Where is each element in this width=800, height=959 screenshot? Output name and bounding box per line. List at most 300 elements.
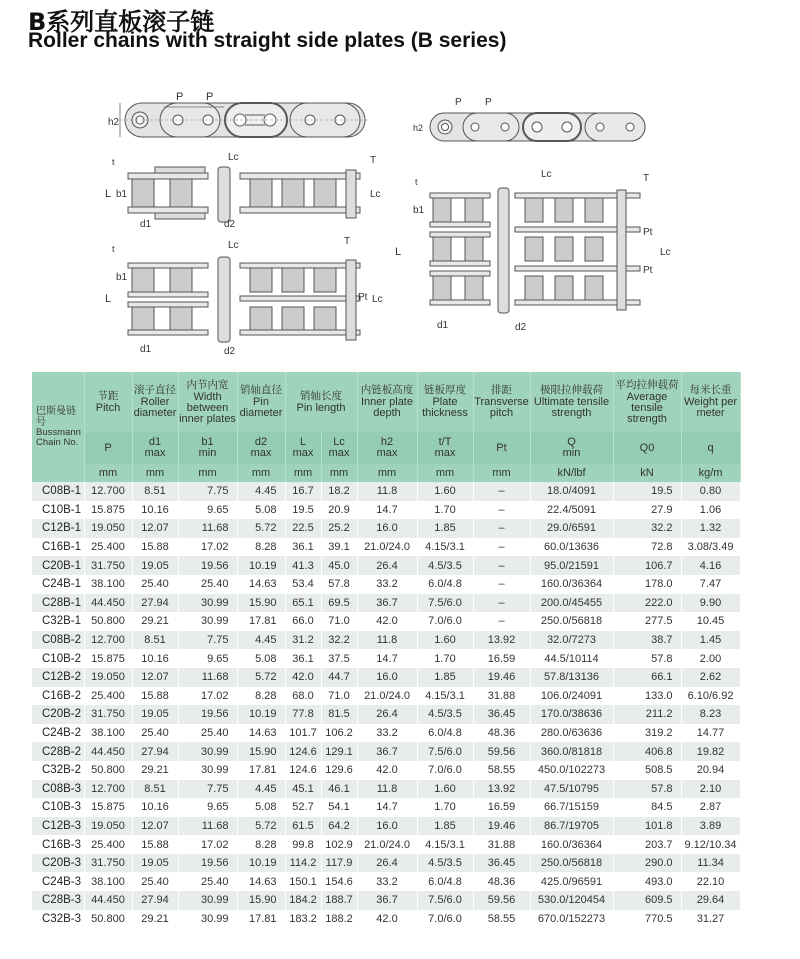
table-cell: 26.4 [357,854,417,873]
table-cell: 84.5 [613,798,681,817]
chain-no-cell: C32B-2 [32,761,84,780]
table-cell: 31.750 [84,854,132,873]
d2-label-3: d2 [515,322,527,333]
table-cell: 11.68 [178,519,237,538]
chain-no-cell: C08B-3 [32,780,84,799]
table-cell: 30.99 [178,612,237,631]
table-cell: 4.16 [681,556,740,575]
table-cell: 15.90 [237,891,285,910]
table-cell: 31.27 [681,910,740,929]
table-cell: 1.85 [417,519,473,538]
table-cell: 17.81 [237,612,285,631]
table-cell: 50.800 [84,761,132,780]
table-cell: 20.9 [321,501,357,520]
table-row [32,724,740,743]
table-cell: 19.05 [132,705,178,724]
table-cell: 19.56 [178,556,237,575]
table-row [32,668,740,687]
L-label: L [105,188,112,200]
table-row [32,798,740,817]
table-cell: 38.100 [84,724,132,743]
chain-no-cell: C20B-2 [32,705,84,724]
table-row [32,612,740,631]
table-cell: 7.5/6.0 [417,742,473,761]
table-cell: 280.0/63636 [530,724,613,743]
table-cell: – [473,612,530,631]
table-row [32,687,740,706]
table-cell: 17.02 [178,687,237,706]
table-cell: 450.0/102273 [530,761,613,780]
table-cell: 58.55 [473,910,530,929]
table-cell: 4.45 [237,780,285,799]
pt-label-3a: Pt [643,227,653,238]
table-cell: 6.10/6.92 [681,687,740,706]
table-cell: 57.8 [613,780,681,799]
table-cell: 129.1 [321,742,357,761]
table-cell: 12.700 [84,482,132,501]
chain-no-cell: C10B-1 [32,501,84,520]
table-row [32,761,740,780]
table-row [32,742,740,761]
table-cell: 25.400 [84,687,132,706]
table-cell: 183.2 [285,910,321,929]
table-cell: 12.700 [84,780,132,799]
table-cell: 36.7 [357,594,417,613]
table-cell: 15.875 [84,649,132,668]
table-cell: 1.70 [417,501,473,520]
table-cell: 22.10 [681,872,740,891]
table-cell: 44.5/10114 [530,649,613,668]
table-cell: 11.34 [681,854,740,873]
table-cell: 48.36 [473,724,530,743]
T-label-2: T [344,236,351,247]
table-cell: 15.88 [132,687,178,706]
table-cell: 33.2 [357,575,417,594]
table-cell: 65.1 [285,594,321,613]
table-cell: 1.85 [417,817,473,836]
table-cell: 72.8 [613,538,681,557]
table-row [32,501,740,520]
table-cell: 45.0 [321,556,357,575]
table-cell: 19.050 [84,519,132,538]
table-cell: 42.0 [285,668,321,687]
t-label-3: t [415,177,418,187]
table-cell: 36.1 [285,649,321,668]
table-cell: 25.40 [132,724,178,743]
table-cell: 31.2 [285,631,321,650]
table-cell: 12.07 [132,817,178,836]
table-cell: 16.59 [473,798,530,817]
table-cell: 30.99 [178,594,237,613]
table-cell: 32.0/7273 [530,631,613,650]
table-cell: 36.45 [473,854,530,873]
table-cell: 16.59 [473,649,530,668]
table-cell: 27.94 [132,594,178,613]
table-cell: 0.80 [681,482,740,501]
col-symbol: Pt [473,432,530,464]
table-cell: 16.7 [285,482,321,501]
table-cell: 200.0/45455 [530,594,613,613]
chain-no-cell: C28B-2 [32,742,84,761]
table-cell: 58.55 [473,761,530,780]
table-row [32,631,740,650]
table-cell: 12.700 [84,631,132,650]
spec-table-body [32,482,740,928]
page-title-en: Roller chains with straight side plates (B series) [28,29,507,52]
table-cell: 6.0/4.8 [417,872,473,891]
table-cell: 33.2 [357,724,417,743]
table-cell: 319.2 [613,724,681,743]
table-cell: 9.65 [178,501,237,520]
table-cell: 10.16 [132,649,178,668]
table-cell: – [473,519,530,538]
col-symbol: d1 max [132,432,178,464]
table-row [32,594,740,613]
table-cell: 8.28 [237,538,285,557]
table-row [32,705,740,724]
col-symbol: P [84,432,132,464]
b1-label-2: b1 [116,272,128,283]
table-cell: 25.40 [132,575,178,594]
lc-label-top-3: Lc [541,169,552,180]
table-cell: 160.0/36364 [530,835,613,854]
table-cell: 30.99 [178,891,237,910]
table-cell: 4.15/3.1 [417,687,473,706]
table-cell: 10.19 [237,854,285,873]
table-cell: 86.7/19705 [530,817,613,836]
table-cell: – [473,482,530,501]
table-cell: 25.2 [321,519,357,538]
table-cell: 25.40 [178,575,237,594]
table-cell: 29.21 [132,612,178,631]
col-symbol: b1 min [178,432,237,464]
table-cell: 290.0 [613,854,681,873]
col-unit: mm [84,464,132,482]
table-cell: 17.81 [237,910,285,929]
table-cell: 8.51 [132,631,178,650]
table-cell: 9.65 [178,798,237,817]
table-cell: 19.05 [132,556,178,575]
table-cell: 8.23 [681,705,740,724]
table-cell: 11.8 [357,631,417,650]
col-unit: kN [613,464,681,482]
table-cell: 42.0 [357,910,417,929]
chain-no-cell: C08B-1 [32,482,84,501]
table-row [32,519,740,538]
table-cell: 60.0/13636 [530,538,613,557]
table-cell: 4.15/3.1 [417,538,473,557]
col-unit: mm [178,464,237,482]
table-cell: 102.9 [321,835,357,854]
chain-no-cell: C16B-3 [32,835,84,854]
table-cell: 54.1 [321,798,357,817]
pitch-label-4: P [485,97,492,108]
table-cell: 9.65 [178,649,237,668]
table-row [32,538,740,557]
table-cell: 7.5/6.0 [417,891,473,910]
table-cell: 44.7 [321,668,357,687]
table-cell: – [473,575,530,594]
table-cell: 11.8 [357,482,417,501]
table-cell: 106.0/24091 [530,687,613,706]
table-cell: – [473,501,530,520]
table-cell: 8.51 [132,780,178,799]
table-cell: 15.88 [132,835,178,854]
table-cell: 64.2 [321,817,357,836]
col-header: 销轴直径 Pin diameter [237,372,285,432]
table-cell: 31.750 [84,556,132,575]
table-cell: 52.7 [285,798,321,817]
table-cell: 59.56 [473,742,530,761]
h2-label-2: h2 [413,123,424,133]
table-cell: 19.050 [84,817,132,836]
table-cell: 25.400 [84,835,132,854]
table-cell: 29.21 [132,910,178,929]
table-cell: 7.75 [178,482,237,501]
table-cell: 44.450 [84,594,132,613]
table-cell: 16.0 [357,817,417,836]
table-cell: 22.4/5091 [530,501,613,520]
table-cell: 25.40 [178,872,237,891]
table-cell: 2.10 [681,780,740,799]
table-cell: 203.7 [613,835,681,854]
table-cell: 2.00 [681,649,740,668]
page-title-zh: B系列直板滚子链 [28,8,215,36]
table-cell: 57.8 [613,649,681,668]
table-cell: 66.0 [285,612,321,631]
col-unit: mm [417,464,473,482]
table-row [32,556,740,575]
b1-label-3: b1 [413,205,425,216]
table-cell: 12.07 [132,668,178,687]
table-cell: 21.0/24.0 [357,538,417,557]
table-cell: 38.100 [84,872,132,891]
T-label: T [370,155,377,166]
chain-no-cell: C28B-1 [32,594,84,613]
table-cell: 10.19 [237,556,285,575]
table-cell: 14.7 [357,501,417,520]
h2-label: h2 [108,117,120,128]
col-header: 节距 Pitch [84,372,132,432]
table-row [32,910,740,929]
table-cell: 10.19 [237,705,285,724]
table-cell: 57.8 [321,575,357,594]
table-cell: 124.6 [285,761,321,780]
table-cell: 124.6 [285,742,321,761]
table-cell: 8.28 [237,835,285,854]
table-cell: 45.1 [285,780,321,799]
table-cell: 1.60 [417,631,473,650]
table-cell: 36.1 [285,538,321,557]
chain-no-cell: C12B-1 [32,519,84,538]
table-cell: 406.8 [613,742,681,761]
table-row [32,891,740,910]
table-cell: 8.51 [132,482,178,501]
chain-no-cell: C16B-1 [32,538,84,557]
table-cell: 101.8 [613,817,681,836]
col-unit: mm [473,464,530,482]
table-cell: 27.9 [613,501,681,520]
table-cell: 41.3 [285,556,321,575]
table-cell: 50.800 [84,612,132,631]
table-cell: 6.0/4.8 [417,575,473,594]
col-header: 内链板高度 Inner plate depth [357,372,417,432]
chain-no-cell: C32B-3 [32,910,84,929]
table-cell: 21.0/24.0 [357,687,417,706]
table-cell: 493.0 [613,872,681,891]
chain-no-cell: C24B-1 [32,575,84,594]
table-cell: 26.4 [357,556,417,575]
table-cell: 7.75 [178,780,237,799]
table-cell: 184.2 [285,891,321,910]
table-cell: 95.0/21591 [530,556,613,575]
table-cell: 77.8 [285,705,321,724]
table-cell: 57.8/13136 [530,668,613,687]
d2-label: d2 [224,219,236,230]
table-cell: 250.0/56818 [530,854,613,873]
col-unit: kg/m [681,464,740,482]
chain-no-cell: C12B-3 [32,817,84,836]
col-symbol: h2 max [357,432,417,464]
table-cell: 31.88 [473,835,530,854]
table-cell: 30.99 [178,761,237,780]
table-cell: 17.02 [178,538,237,557]
table-cell: 18.2 [321,482,357,501]
table-cell: 31.88 [473,687,530,706]
col-symbol: q [681,432,740,464]
table-cell: 99.8 [285,835,321,854]
col-unit: mm [132,464,178,482]
table-cell: 36.7 [357,891,417,910]
table-cell: 25.40 [178,724,237,743]
L-label-3: L [395,246,402,258]
table-cell: 44.450 [84,742,132,761]
table-cell: 26.4 [357,705,417,724]
table-cell: 360.0/81818 [530,742,613,761]
table-cell: 22.5 [285,519,321,538]
chain-no-cell: C08B-2 [32,631,84,650]
table-cell: 1.70 [417,649,473,668]
table-cell: 7.0/6.0 [417,612,473,631]
table-cell: 17.02 [178,835,237,854]
table-row [32,482,740,501]
lc-label-top-2: Lc [228,240,239,251]
table-cell: 10.16 [132,798,178,817]
chain-no-header: 巴斯曼链号 Bussmann Chain No. [32,372,84,482]
col-unit: mm [237,464,285,482]
table-cell: 19.56 [178,854,237,873]
table-cell: 13.92 [473,631,530,650]
col-header: 链板厚度 Plate thickness [417,372,473,432]
chain-no-cell: C24B-3 [32,872,84,891]
table-cell: 530.0/120454 [530,891,613,910]
table-cell: 36.45 [473,705,530,724]
table-cell: 14.7 [357,649,417,668]
col-header: 销轴长度 Pin length [285,372,357,432]
table-cell: 69.5 [321,594,357,613]
pitch-label-3: P [455,97,462,108]
table-cell: 11.68 [178,668,237,687]
table-cell: 32.2 [321,631,357,650]
table-cell: 222.0 [613,594,681,613]
table-cell: 33.2 [357,872,417,891]
table-cell: 15.88 [132,538,178,557]
table-cell: 5.08 [237,798,285,817]
table-cell: 609.5 [613,891,681,910]
table-cell: 19.5 [613,482,681,501]
table-cell: 19.46 [473,668,530,687]
d1-label-3: d1 [437,320,449,331]
table-cell: 39.1 [321,538,357,557]
chain-no-cell: C12B-2 [32,668,84,687]
pt-label-2: Pt [358,292,368,303]
table-cell: 9.90 [681,594,740,613]
table-cell: 4.5/3.5 [417,705,473,724]
table-cell: 29.64 [681,891,740,910]
table-cell: 178.0 [613,575,681,594]
col-symbol: Q min [530,432,613,464]
pitch-label-2: P [206,91,214,103]
table-cell: 15.875 [84,798,132,817]
table-cell: 211.2 [613,705,681,724]
table-cell: 150.1 [285,872,321,891]
lc-label-side-2: Lc [372,294,383,305]
table-cell: 188.2 [321,910,357,929]
table-row [32,835,740,854]
table-cell: 2.87 [681,798,740,817]
col-symbol: L max [285,432,321,464]
chain-no-cell: C10B-3 [32,798,84,817]
table-cell: 10.45 [681,612,740,631]
table-cell: 11.8 [357,780,417,799]
lc-label-side: Lc [370,189,381,200]
table-cell: – [473,538,530,557]
table-cell: 277.5 [613,612,681,631]
table-cell: 21.0/24.0 [357,835,417,854]
table-cell: 4.45 [237,631,285,650]
table-cell: 425.0/96591 [530,872,613,891]
table-cell: 106.2 [321,724,357,743]
table-cell: 30.99 [178,910,237,929]
lc-label-side-3: Lc [660,247,671,258]
table-cell: 160.0/36364 [530,575,613,594]
chain-no-cell: C24B-2 [32,724,84,743]
table-cell: 188.7 [321,891,357,910]
col-unit: kN/lbf [530,464,613,482]
table-cell: 31.750 [84,705,132,724]
chain-no-cell: C20B-1 [32,556,84,575]
table-cell: 13.92 [473,780,530,799]
table-cell: 250.0/56818 [530,612,613,631]
col-unit: mm [285,464,321,482]
table-row [32,872,740,891]
duplex-chain-diagram [100,230,390,360]
table-cell: 670.0/152273 [530,910,613,929]
lc-label-top: Lc [228,152,239,163]
chain-no-cell: C28B-3 [32,891,84,910]
table-cell: 5.72 [237,519,285,538]
table-cell: 15.875 [84,501,132,520]
simplex-chain-diagram [100,85,390,230]
table-cell: 19.05 [132,854,178,873]
table-cell: 1.06 [681,501,740,520]
d1-label: d1 [140,219,152,230]
table-cell: 133.0 [613,687,681,706]
table-cell: 2.62 [681,668,740,687]
table-cell: 7.75 [178,631,237,650]
table-cell: 59.56 [473,891,530,910]
table-cell: 6.0/4.8 [417,724,473,743]
